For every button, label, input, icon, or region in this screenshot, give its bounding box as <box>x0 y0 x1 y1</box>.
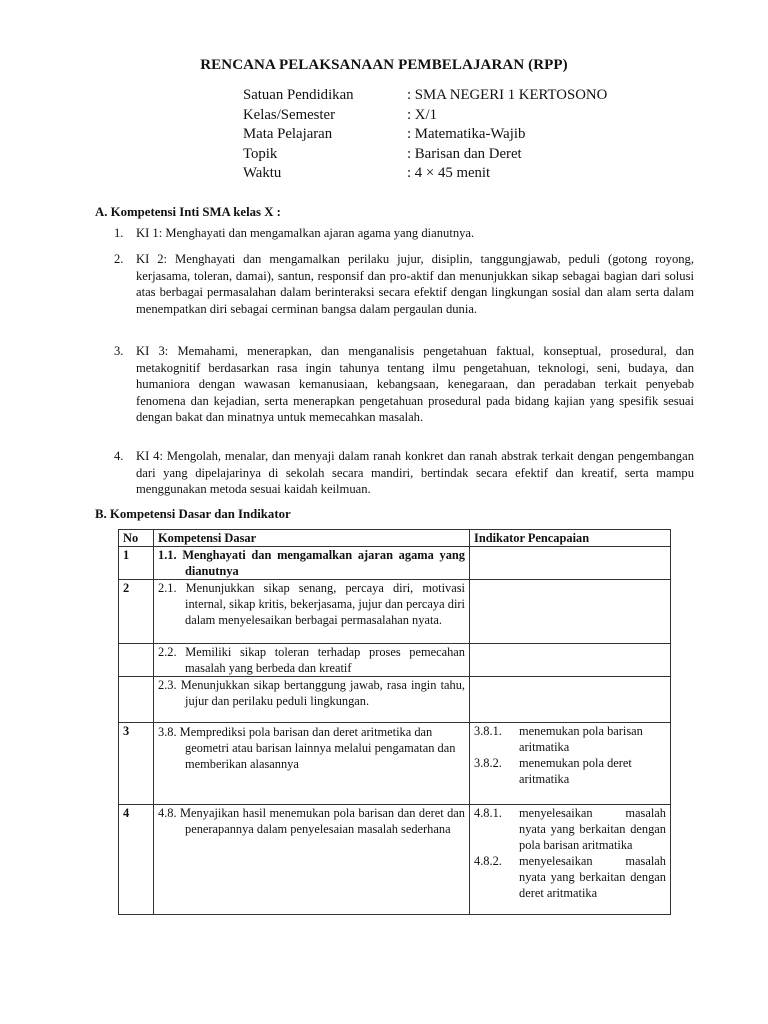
meta-row-school <box>243 86 607 106</box>
col-header-indicator: Indikator Pencapaian <box>470 530 671 547</box>
table-row <box>119 723 671 805</box>
indicator-cell <box>470 723 671 805</box>
section-b-heading: B. Kompetensi Dasar dan Indikator <box>95 507 291 521</box>
ki-item-2 <box>114 251 694 317</box>
indicator-text: menyelesaikan masalah nyata yang berkaitan dengan deret aritmatika <box>519 854 666 900</box>
kd-text: 2.3. Menunjukkan sikap bertanggung jawab, rasa ingin tahu, jujur dan perilaku peduli lingkungan. <box>158 678 465 708</box>
indicator-cell <box>470 580 671 644</box>
row-number: 2 <box>119 580 154 644</box>
indicator-cell <box>470 644 671 677</box>
kd-text: 2.1. Menunjukkan sikap senang, percaya diri, motivasi internal, sikap kritis, bekerjasama, jujur dan percaya diri dalam menyelesaikan berbagai permasalahan nyata. <box>158 581 465 627</box>
indicator-number: 4.8.1. <box>474 806 502 820</box>
meta-value: : Barisan dan Deret <box>407 145 522 162</box>
kd-cell <box>154 723 470 805</box>
meta-value: : SMA NEGERI 1 KERTOSONO <box>407 87 608 103</box>
kd-text: 4.8. Menyajikan hasil menemukan pola barisan dan deret dan penerapannya dalam penyelesaian masalah sederhana <box>158 806 465 836</box>
kd-text: 3.8. Memprediksi pola barisan dan deret aritmetika dan geometri atau barisan lainnya melalui pengamatan dan memberikan alasannya <box>158 725 456 771</box>
table-row <box>119 805 671 915</box>
ki-text: KI 1: Menghayati dan mengamalkan ajaran agama yang dianutnya. <box>136 226 475 240</box>
indicator-item <box>474 755 666 787</box>
ki-item-3 <box>114 343 694 426</box>
section-a-heading: A. Kompetensi Inti SMA kelas X : <box>95 205 281 219</box>
meta-label: Topik <box>243 145 278 162</box>
competency-table <box>118 529 671 915</box>
meta-value: : X/1 <box>407 106 438 123</box>
kd-cell <box>154 580 470 644</box>
meta-label: Waktu <box>243 165 282 181</box>
meta-label: Mata Pelajaran <box>243 126 333 142</box>
meta-row-topic <box>243 145 607 165</box>
table-row <box>119 677 671 723</box>
kd-text: 2.2. Memiliki sikap toleran terhadap proses pemecahan masalah yang berbeda dan kreatif <box>158 645 465 675</box>
table-row <box>119 644 671 677</box>
meta-row-class <box>243 106 607 126</box>
indicator-item <box>474 853 666 901</box>
row-number <box>119 677 154 723</box>
table-header-row <box>119 530 671 547</box>
kd-text: 1.1. Menghayati dan mengamalkan ajaran agama yang dianutnya <box>158 548 465 578</box>
kd-cell <box>154 805 470 915</box>
ki-text: KI 2: Menghayati dan mengamalkan perilaku jujur, disiplin, tanggungjawab, peduli (gotong royong, kerjasama, toleran, damai), santun, responsif dan pro-aktif dan menunjukkan sikap sebagai bagian dari solusi atas berbagai permasalahan dalam berinteraksi secara efektif dengan lingkungan sosial dan alam serta dalam menempatkan diri sebagai cerminan bangsa dalam pergaulan dunia. <box>136 252 694 316</box>
table-row <box>119 580 671 644</box>
indicator-cell <box>470 547 671 580</box>
ki-item-1 <box>114 225 694 242</box>
indicator-number: 4.8.2. <box>474 854 502 868</box>
indicator-item <box>474 805 666 853</box>
meta-value: : 4 × 45 menit <box>407 165 491 181</box>
indicator-cell <box>470 805 671 915</box>
indicator-text: menemukan pola deret aritmatika <box>519 756 632 786</box>
identity-block <box>243 86 607 184</box>
indicator-item <box>474 723 666 755</box>
meta-label: Satuan Pendidikan <box>243 87 354 103</box>
kd-cell <box>154 677 470 723</box>
ki-number: 2. <box>114 252 124 266</box>
indicator-cell <box>470 677 671 723</box>
ki-item-4 <box>114 448 694 498</box>
col-header-kd: Kompetensi Dasar <box>154 530 470 547</box>
ki-number: 4. <box>114 449 124 463</box>
col-header-no: No <box>119 530 154 547</box>
table-row <box>119 547 671 580</box>
row-number: 1 <box>119 547 154 580</box>
ki-text: KI 4: Mengolah, menalar, dan menyaji dalam ranah konkret dan ranah abstrak terkait dengan pengembangan dari yang dipelajarinya di sekolah secara mandiri, bertindak secara efektif dan kreatif, serta mampu menggunakan metoda sesuai kaidah keilmuan. <box>136 449 694 497</box>
row-number: 4 <box>119 805 154 915</box>
meta-row-time <box>243 164 607 184</box>
kd-cell <box>154 547 470 580</box>
ki-number: 1. <box>114 226 124 240</box>
meta-value: : Matematika-Wajib <box>407 126 526 142</box>
meta-row-subject <box>243 125 607 145</box>
ki-number: 3. <box>114 344 124 358</box>
indicator-number: 3.8.1. <box>474 724 502 738</box>
indicator-number: 3.8.2. <box>474 756 502 770</box>
kd-cell <box>154 644 470 677</box>
row-number: 3 <box>119 723 154 805</box>
document-title: RENCANA PELAKSANAAN PEMBELAJARAN (RPP) <box>200 57 568 73</box>
indicator-text: menemukan pola barisan aritmatika <box>519 724 643 754</box>
ki-text: KI 3: Memahami, menerapkan, dan menganalisis pengetahuan faktual, konseptual, prosedural, dan metakognitif berdasarkan rasa ingin tahunya tentang ilmu pengetahuan, teknologi, seni, budaya, dan humaniora dengan wawasan kemanusiaan, kebangsaan, kenegaraan, dan peradaban terkait penyebab fenomena dan kejadian, serta menerapkan pengetahuan prosedural pada bidang kajian yang spesifik sesuai dengan bakat dan minatnya untuk memecahkan masalah. <box>136 344 694 425</box>
indicator-text: menyelesaikan masalah nyata yang berkaitan dengan pola barisan aritmatika <box>519 806 666 852</box>
row-number <box>119 644 154 677</box>
meta-label: Kelas/Semester <box>243 106 336 123</box>
